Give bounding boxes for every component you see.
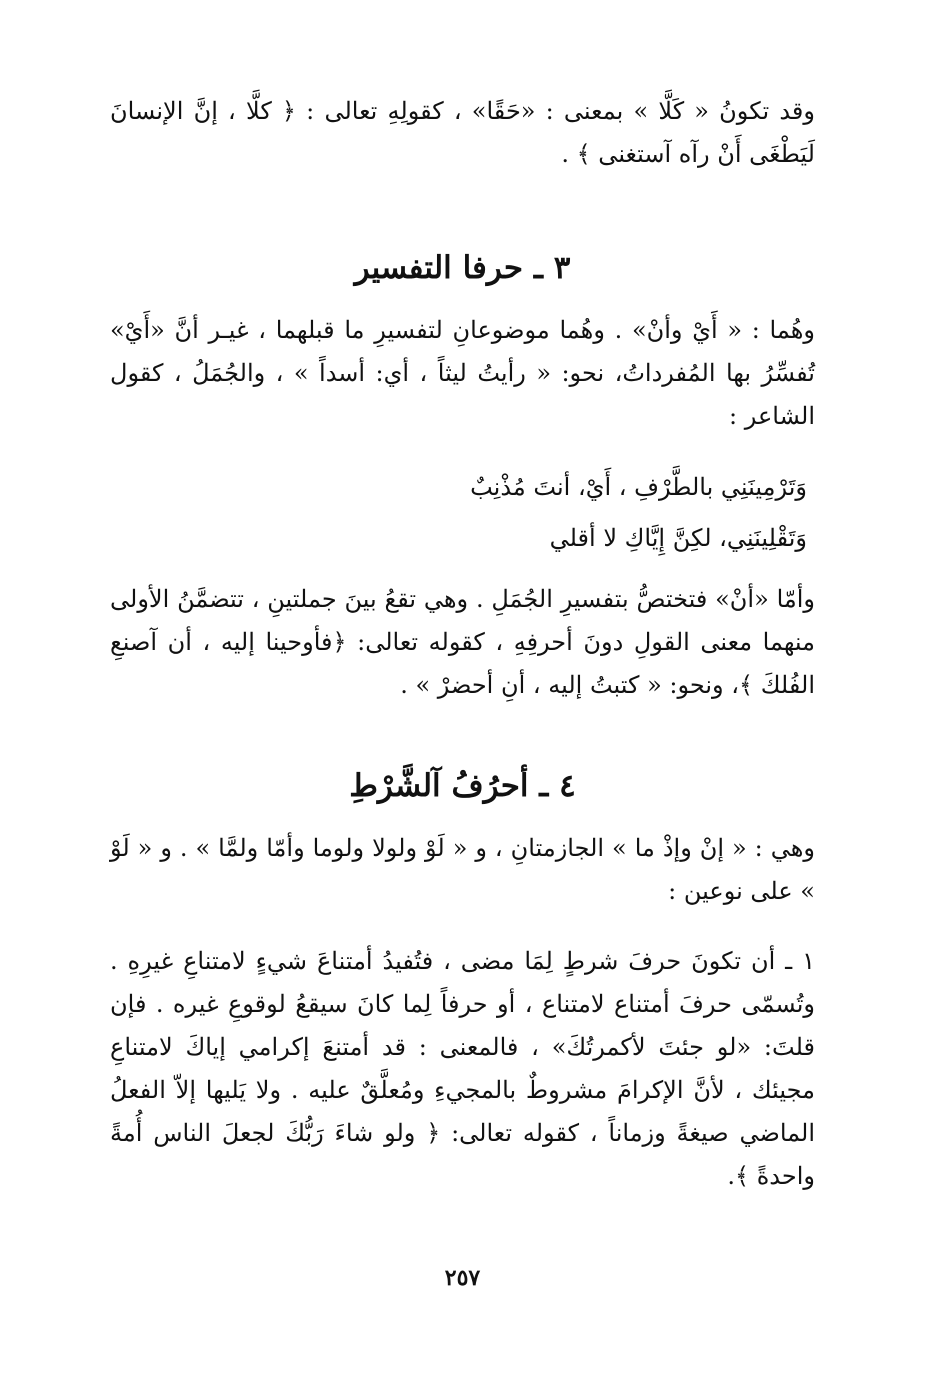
- section-4-paragraph-2: ١ ـ أن تكونَ حرفَ شرطٍ لِمَا مضى ، فتُفيدُ أمتناعَ شيءٍ لامتناعِ غيرِهِ . وتُسمّى حرفَ أمتناع لامتناع ، أو حرفاً لِما كانَ سيقعُ لوقوعِ غيره . فإن قلتَ: «لو جئتَ لأكمرتُكَ» ، فالمعنى : قد أمتنعَ إكرامي إياكَ لامتناعِ مجيئك ، لأنَّ الإكرامَ مشروطٌ بالمجيءِ ومُعلَّقٌ عليه . ولا يَليها إلاّ الفعلُ الماضي صيغةً وزماناً ، كقوله تعالى: ﴿ ولو شاءَ رَبُّكَ لجعلَ الناس أُمةً واحدةً ﴾.: [110, 947, 815, 1190]
- section-3-heading: ٣ ـ حرفا التفسير: [354, 250, 571, 286]
- intro-paragraph: وقد تكونُ « كَلَّا » بمعنى : «حَقًا» ، كقولِهِ تعالى : ﴿ كلَّا ، إنَّ الإنسانَ لَيَطْغَى أَنْ رآه آستغنى ﴾ .: [110, 97, 815, 168]
- section-3-paragraph-1: وهُما : « أَيْ وأنْ» . وهُما موضوعانِ لتفسيرِ ما قبلهما ، غيـر أنَّ «أَيْ» تُفسِّرُ بها المُفرداتُ، نحو: « رأيتُ ليثاً ، أي: أسداً » ، والجُمَلُ ، كقول الشاعر :: [110, 316, 815, 430]
- poem-verse-1: وَتَرْمِينَنِي بالطَّرْفِ ، أَيْ، أنتَ مُذْنِبٌ: [470, 473, 807, 501]
- section-4-heading: ٤ ـ أحرُفُ آلشَّرْطِ: [349, 768, 576, 804]
- page-number: ٢٥٧: [444, 1265, 481, 1291]
- section-4-paragraph-1: وهي : « إنْ وإذْ ما » الجازمتانِ ، و « لَوْ ولولا ولوما وأمّا ولمَّا » . و « لَوْ » على نوعين :: [110, 834, 815, 905]
- poem-verse-2: وَتَقْلِينَنِي، لكِنَّ إِيَّاكِ لا أقلي: [549, 524, 807, 552]
- section-3-paragraph-2: وأمّا «أنْ» فتختصُّ بتفسيرِ الجُمَلِ . وهي تقعُ بينَ جملتينِ ، تتضمَّنُ الأولى منهما معنى القولِ دونَ أحرفِهِ ، كقوله تعالى: ﴿فأوحينا إليه ، أن آصنعِ الفُلكَ ﴾، ونحو: « كتبتُ إليه ، أنِ أحضرْ » .: [110, 585, 815, 699]
